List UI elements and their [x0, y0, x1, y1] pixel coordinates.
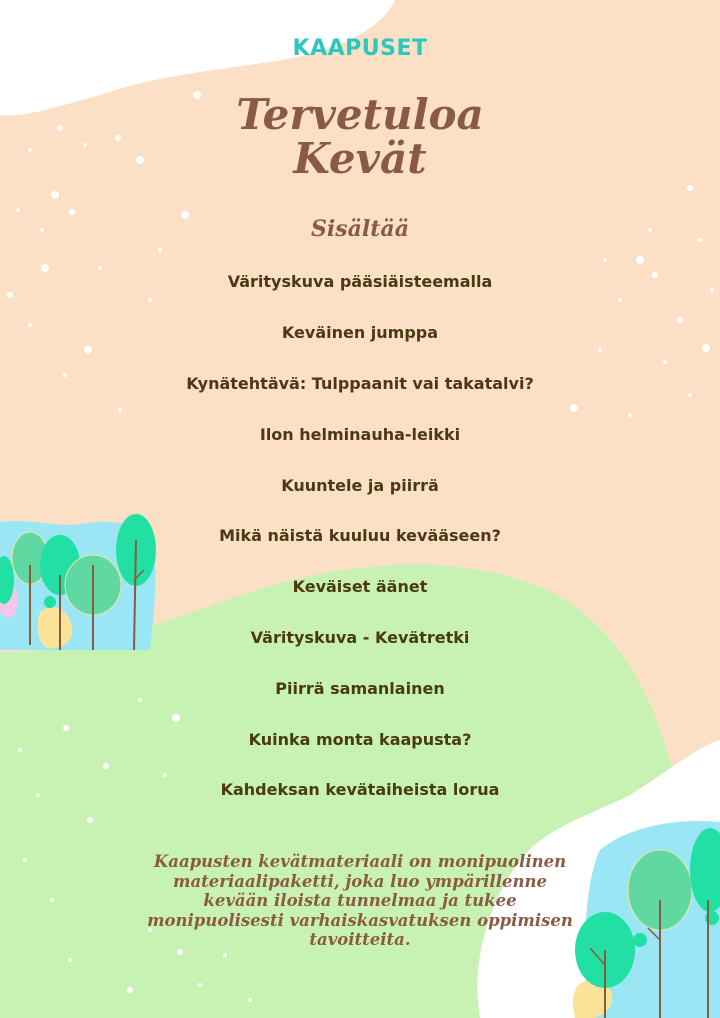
contents-item: Kahdeksan kevätaiheista lorua	[220, 780, 500, 799]
contents-item: Kuuntele ja piirrä	[281, 476, 439, 495]
description-text: Kaapusten kevätmateriaali on monipuolinen materiaalipaketti, joka luo ympärillenne kevään iloista tunnelmaa ja tukee monipuolisesti varhaiskasvatuksen oppimisen tavoitteita.	[147, 852, 573, 949]
contents-item: Kuinka monta kaapusta?	[248, 730, 472, 749]
brand-logo: KAAPUSET	[292, 36, 428, 61]
page-title-line1: Tervetuloa	[236, 90, 484, 139]
contents-item: Piirrä samanlainen	[275, 679, 445, 698]
contents-item: Kynätehtävä: Tulppaanit vai takatalvi?	[186, 374, 534, 393]
contents-item: Ilon helminauha-leikki	[259, 425, 461, 444]
contents-item: Keväinen jumppa	[281, 323, 439, 342]
contents-item: Värityskuva pääsiäisteemalla	[227, 272, 493, 291]
page-title-line2: Kevät	[293, 134, 427, 183]
contents-item: Keväiset äänet	[292, 577, 428, 596]
contents-item: Mikä näistä kuuluu kevääseen?	[219, 526, 501, 545]
contents-heading: Sisältää	[311, 216, 409, 242]
contents-item: Värityskuva - Kevätretki	[250, 628, 470, 647]
